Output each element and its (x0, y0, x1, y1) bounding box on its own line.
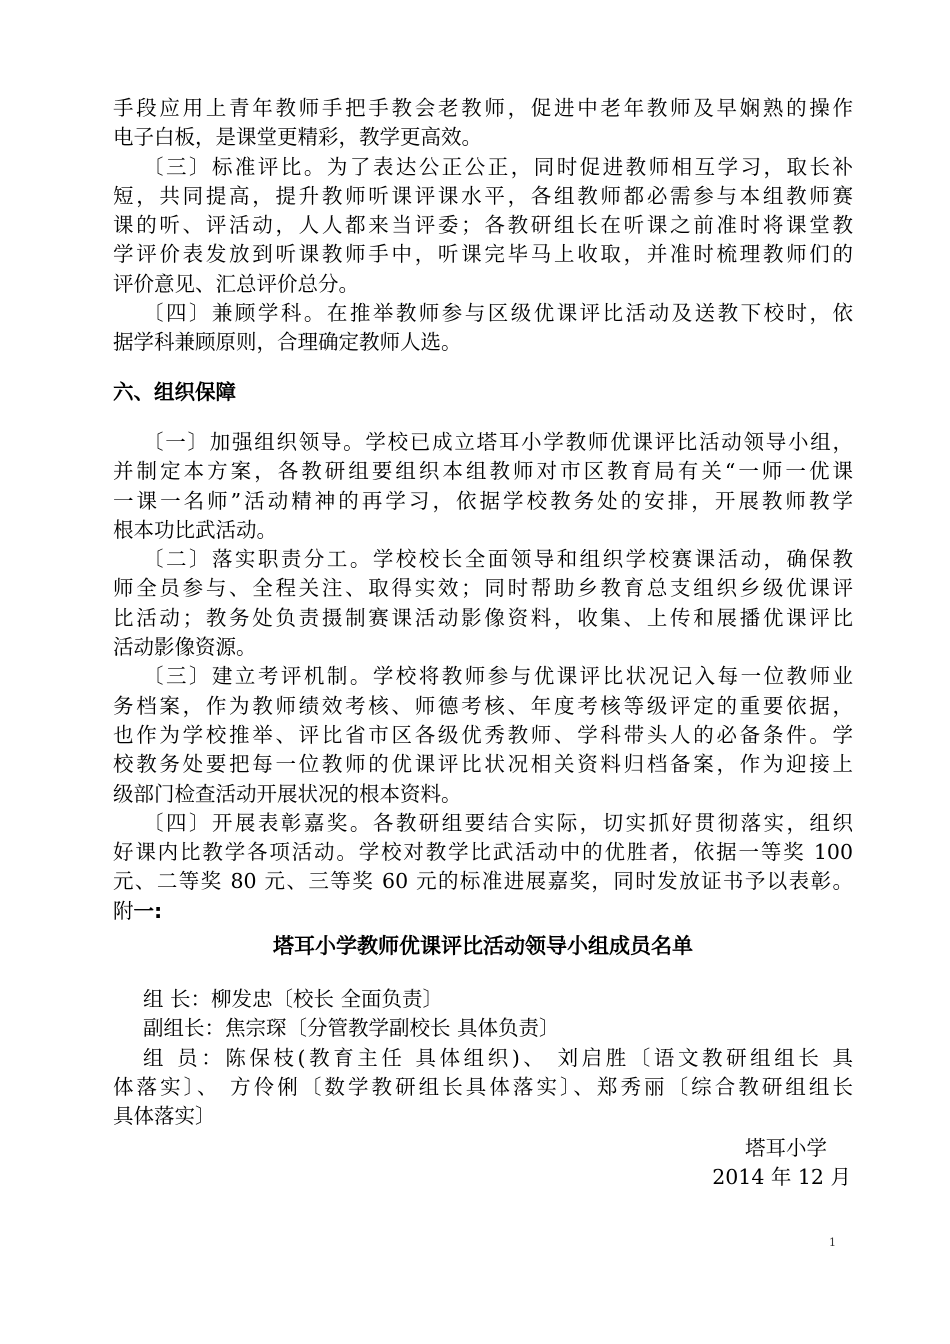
text-line: 〔三〕建立考评机制。学校将教师参与优课评比状况记入每一位教师业 (143, 664, 853, 689)
appendix-label (113, 897, 853, 926)
text-line: 短，共同提高，提升教师听课评课水平，各组教师都必需参与本组教师赛 (113, 183, 853, 208)
member-leader: 组 长：柳发忠〔校长 全面负责〕 (143, 987, 444, 1012)
member-list (113, 1044, 853, 1132)
section-heading: 六、组织保障 (113, 380, 236, 405)
text-line: 务档案，作为教师绩效考核、师德考核、年度考核等级评定的重要依据， (113, 693, 853, 718)
paragraph-leadership (113, 428, 853, 545)
text-line: 具体落实〕 (113, 1104, 216, 1129)
appendix-title: 塔耳小学教师优课评比活动领导小组成员名单 (273, 934, 693, 959)
paragraph-evaluation-mechanism (113, 662, 853, 808)
text-line: 组 员：陈保枝(教育主任 具体组织)、 刘启胜〔语文教研组组长 具 (143, 1045, 853, 1070)
text-line: 〔四〕兼顾学科。在推举教师参与区级优课评比活动及送教下校时，依 (143, 301, 853, 326)
appendix-label-prefix: 附 (113, 898, 134, 923)
text-line: 〔二〕落实职责分工。学校校长全面领导和组织学校赛课活动，确保教 (143, 547, 853, 572)
text-line: 师全员参与、全程关注、取得实效；同时帮助乡教育总支组织乡级优课评 (113, 576, 853, 601)
text-line: 手段应用上青年教师手把手教会老教师，促进中老年教师及早娴熟的操作 (113, 96, 853, 120)
text-line: 〔三〕标准评比。为了表达公正公正，同时促进教师相互学习，取长补 (143, 154, 853, 179)
text-line: 活动影像资源。 (113, 635, 257, 660)
text-line: 据学科兼顾原则，合理确定教师人选。 (113, 330, 462, 355)
text-line: 好课内比教学各项活动。学校对教学比武活动中的优胜者，依据一等奖 100 (113, 840, 853, 865)
paragraph-awards (113, 809, 853, 897)
paragraph-standard-evaluation (113, 153, 853, 299)
text-line: 元、二等奖 80 元、三等奖 60 元的标准进展嘉奖，同时发放证书予以表彰。 (113, 869, 853, 894)
member-deputy: 副组长：焦宗琛〔分管教学副校长 具体负责〕 (143, 1016, 560, 1041)
text-line: 学评价表发放到听课教师手中，听课完毕马上收取，并准时梳理教师们的 (113, 242, 853, 267)
text-line: 电子白板，是课堂更精彩，教学更高效。 (113, 125, 482, 150)
text-line: 比活动；教务处负责摄制赛课活动影像资料，收集、上传和展播优课评比 (113, 605, 853, 630)
signature-school: 塔耳小学 (745, 1135, 827, 1160)
paragraph-responsibilities (113, 545, 853, 662)
paragraph-subject-balance (113, 299, 853, 358)
text-line: 〔一〕加强组织领导。学校已成立塔耳小学教师优课评比活动领导小组， (143, 429, 853, 454)
paragraph-continuation (113, 94, 853, 153)
text-line: 课的听、评活动，人人都来当评委；各教研组长在听课之前准时将课堂教 (113, 213, 853, 238)
text-line: 〔四〕开展表彰嘉奖。各教研组要结合实际，切实抓好贯彻落实，组织 (143, 810, 853, 835)
text-line: 一课一名师”活动精神的再学习，依据学校教务处的安排，开展教师教学 (113, 488, 853, 513)
text-line: 评价意见、汇总评价总分。 (113, 271, 359, 296)
document-page (113, 94, 853, 1192)
text-line: 也作为学校推举、评比省市区各级优秀教师、学科带头人的必备条件。学 (113, 722, 853, 747)
page-number: 1 (829, 1236, 836, 1249)
text-line: 校教务处要把每一位教师的优课评比状况相关资料归档备案，作为迎接上 (113, 752, 853, 777)
signature-date: 2014 年 12 月 (712, 1164, 851, 1189)
text-line: 根本功比武活动。 (113, 517, 277, 542)
text-line: 级部门检查活动开展状况的根本资料。 (113, 781, 462, 806)
text-line: 并制定本方案，各教研组要组织本组教师对市区教育局有关“一师一优课 (113, 459, 853, 484)
appendix-label-suffix: 一: (133, 898, 163, 923)
text-line: 体落实〕、 方伶俐〔数学教研组长具体落实〕、郑秀丽〔综合教研组组长 (113, 1074, 853, 1099)
